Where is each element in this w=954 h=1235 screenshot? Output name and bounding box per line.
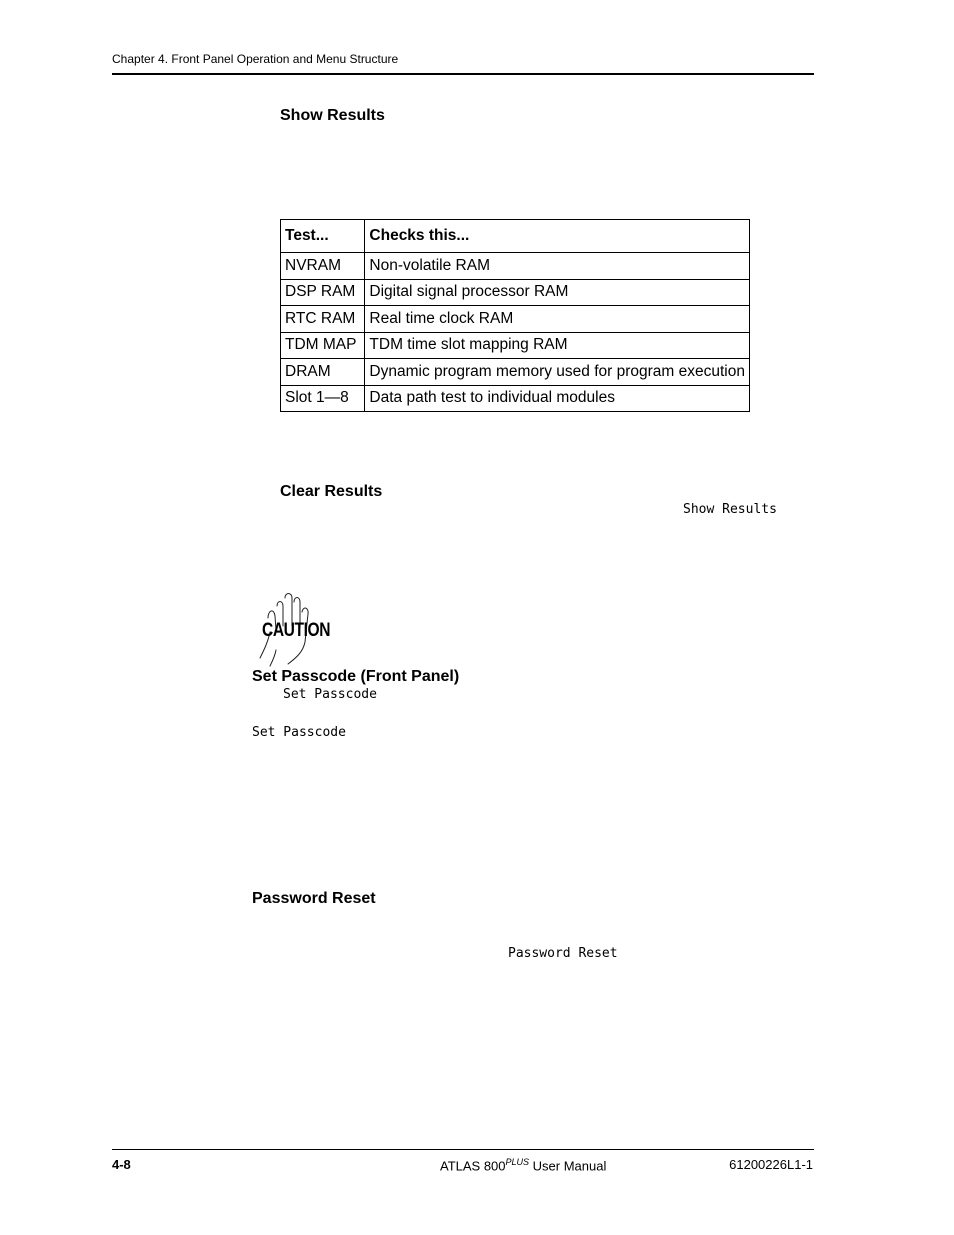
show-results-menu-reference: Show Results: [683, 502, 777, 517]
set-passcode-menu-reference: Set Passcode: [283, 687, 377, 702]
table-header-row: [281, 220, 750, 253]
header-rule: [112, 73, 814, 75]
password-reset-menu-reference: Password Reset: [508, 946, 618, 961]
set-passcode-heading: Set Passcode (Front Panel): [252, 668, 460, 685]
table-row: [281, 385, 750, 412]
running-header: Chapter 4. Front Panel Operation and Menu Structure: [112, 52, 399, 66]
set-passcode-menu-reference: Set Passcode: [252, 725, 346, 740]
clear-results-heading: Clear Results: [280, 483, 383, 500]
manual-title-suffix: User Manual: [529, 1158, 607, 1174]
password-reset-heading: Password Reset: [252, 890, 376, 907]
test-name-cell: DRAM: [281, 359, 365, 386]
test-description-cell: Real time clock RAM: [365, 306, 750, 333]
test-name-cell: RTC RAM: [281, 306, 365, 333]
table-row: [281, 253, 750, 280]
table-row: [281, 279, 750, 306]
manual-title-prefix: ATLAS 800: [440, 1158, 506, 1174]
test-description-cell: Digital signal processor RAM: [365, 279, 750, 306]
test-name-cell: Slot 1—8: [281, 385, 365, 412]
table-row: [281, 306, 750, 333]
test-name-cell: NVRAM: [281, 253, 365, 280]
show-results-heading: Show Results: [280, 107, 385, 124]
self-test-results-table: [280, 219, 750, 412]
manual-title-superscript: PLUS: [505, 1157, 530, 1167]
test-description-cell: Data path test to individual modules: [365, 385, 750, 412]
table-row: [281, 359, 750, 386]
test-name-cell: TDM MAP: [281, 332, 365, 359]
test-description-cell: TDM time slot mapping RAM: [365, 332, 750, 359]
table-row: [281, 332, 750, 359]
test-description-cell: Non-volatile RAM: [365, 253, 750, 280]
manual-title: [440, 1157, 606, 1173]
footer-rule: [112, 1149, 814, 1150]
caution-label: CAUTION: [262, 620, 331, 641]
test-name-cell: DSP RAM: [281, 279, 365, 306]
page-number: 4-8: [112, 1157, 131, 1172]
document-number: 61200226L1-1: [729, 1157, 813, 1172]
test-description-cell: Dynamic program memory used for program execution: [365, 359, 750, 386]
column-header-test: Test...: [281, 220, 365, 253]
column-header-checks: Checks this...: [365, 220, 750, 253]
